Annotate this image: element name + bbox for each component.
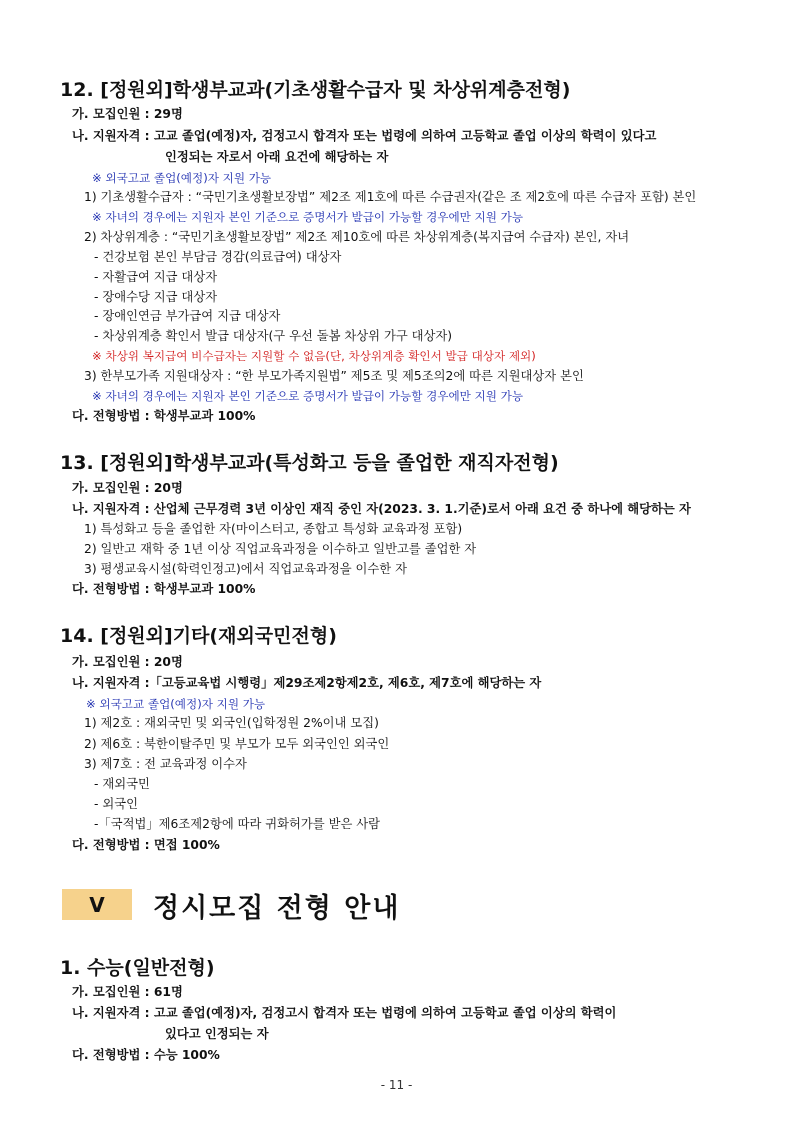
s13-item: 2) 일반고 재학 중 1년 이상 직업교육과정을 이수하고 일반고를 졸업한 자 (84, 542, 477, 556)
section-v-badge: V (62, 889, 132, 920)
s14-sub-item: -「국적법」제6조제2항에 따라 귀화허가를 받은 사람 (94, 817, 381, 831)
s12-sub-item: - 장애인연금 부가급여 지급 대상자 (94, 309, 281, 323)
s12-red-note: ※ 차상위 복지급여 비수급자는 지원할 수 없음(단, 차상위계층 확인서 발급 대상자 제외) (92, 349, 536, 363)
s12-item-3: 3) 한부모가족 지원대상자 : “한 부모가족지원법” 제5조 및 제5조의2에 따른 지원대상자 본인 (84, 369, 584, 383)
s12-sub-item: - 건강보험 본인 부담금 경감(의료급여) 대상자 (94, 250, 342, 264)
s13-recruit: 가. 모집인원 : 20명 (72, 481, 183, 495)
s14-sub-item: - 재외국민 (94, 777, 150, 791)
s12-qualification-line1: 나. 지원자격 : 고교 졸업(예정)자, 검정고시 합격자 또는 법령에 의하여 고등학교 졸업 이상의 학력이 있다고 (72, 129, 657, 143)
page-number: - 11 - (380, 1078, 413, 1092)
s13-item: 1) 특성화고 등을 졸업한 자(마이스터고, 종합고 특성화 교육과정 포함) (84, 522, 463, 536)
s12-item-2: 2) 차상위계층 : “국민기초생활보장법” 제2조 제10호에 따른 차상위계층(복지급여 수급자) 본인, 자녀 (84, 230, 630, 244)
s12-note-1: ※ 자녀의 경우에는 지원자 본인 기준으로 증명서가 발급이 가능할 경우에만 지원 가능 (92, 210, 524, 224)
section-12-heading: 12. [정원외]학생부교과(기초생활수급자 및 차상위계층전형) (60, 79, 571, 101)
s12-recruit: 가. 모집인원 : 29명 (72, 107, 183, 121)
s12-foreign-note: ※ 외국고교 졸업(예정)자 지원 가능 (92, 171, 272, 185)
s12-sub-item: - 장애수당 지급 대상자 (94, 290, 218, 304)
s14-item: 1) 제2호 : 재외국민 및 외국인(입학정원 2%이내 모집) (84, 716, 379, 730)
s13-method: 다. 전형방법 : 학생부교과 100% (72, 582, 256, 596)
s14-foreign-note: ※ 외국고교 졸업(예정)자 지원 가능 (86, 697, 266, 711)
s14-item: 2) 제6호 : 북한이탈주민 및 부모가 모두 외국인인 외국인 (84, 737, 390, 751)
s14-qualification: 나. 지원자격 :「고등교육법 시행령」제29조제2항제2호, 제6호, 제7호에 해당하는 자 (72, 676, 542, 690)
s12-sub-item: - 차상위계층 확인서 발급 대상자(구 우선 돌봄 차상위 가구 대상자) (94, 329, 453, 343)
s13-qualification: 나. 지원자격 : 산업체 근무경력 3년 이상인 재직 중인 자(2023. 3. 1.기준)로서 아래 요건 중 하나에 해당하는 자 (72, 502, 691, 516)
s14-method: 다. 전형방법 : 면접 100% (72, 838, 220, 852)
s1-recruit: 가. 모집인원 : 61명 (72, 985, 183, 999)
s1-qualification-line1: 나. 지원자격 : 고교 졸업(예정)자, 검정고시 합격자 또는 법령에 의하여 고등학교 졸업 이상의 학력이 (72, 1006, 617, 1020)
s14-item: 3) 제7호 : 전 교육과정 이수자 (84, 757, 247, 771)
s1-qualification-line2: 있다고 인정되는 자 (165, 1027, 269, 1041)
section-13-heading: 13. [정원외]학생부교과(특성화고 등을 졸업한 재직자전형) (60, 452, 559, 474)
s12-qualification-line2: 인정되는 자로서 아래 요건에 해당하는 자 (165, 150, 389, 164)
s12-note-3: ※ 자녀의 경우에는 지원자 본인 기준으로 증명서가 발급이 가능할 경우에만 지원 가능 (92, 389, 524, 403)
section-14-heading: 14. [정원외]기타(재외국민전형) (60, 625, 337, 647)
section-1-heading: 1. 수능(일반전형) (60, 957, 215, 979)
s12-method: 다. 전형방법 : 학생부교과 100% (72, 409, 256, 423)
s14-recruit: 가. 모집인원 : 20명 (72, 655, 183, 669)
s13-item: 3) 평생교육시설(학력인정고)에서 직업교육과정을 이수한 자 (84, 562, 407, 576)
s14-sub-item: - 외국인 (94, 797, 138, 811)
section-v-title: 정시모집 전형 안내 (153, 893, 401, 924)
s12-sub-item: - 자활급여 지급 대상자 (94, 270, 218, 284)
s12-item-1: 1) 기초생활수급자 : “국민기초생활보장법” 제2조 제1호에 따른 수급권자(같은 조 제2호에 따른 수급자 포함) 본인 (84, 190, 697, 204)
s1-method: 다. 전형방법 : 수능 100% (72, 1048, 220, 1062)
